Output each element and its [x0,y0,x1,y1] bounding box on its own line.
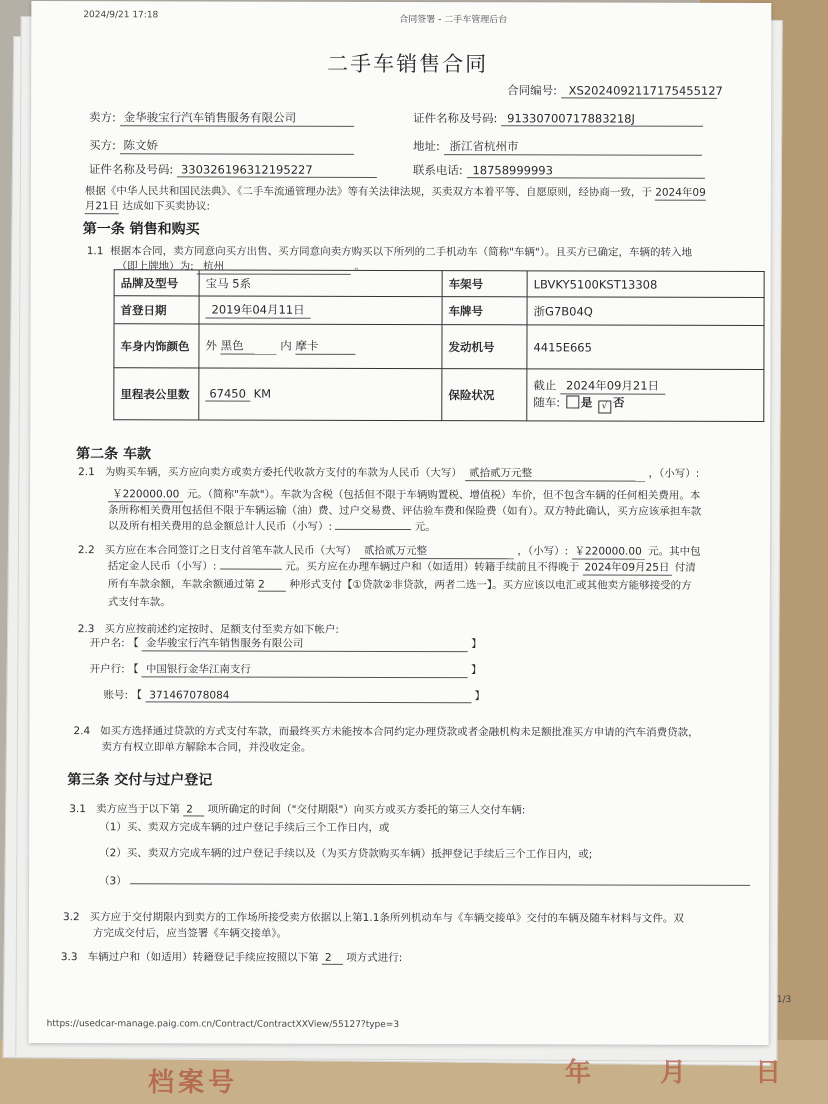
clause-2-1-line1 [78,464,699,482]
mileage-cell [199,368,442,421]
print-site-title: 合同签署 - 二手车管理后台 [399,14,508,26]
payment-deadline: 2024年09月25日 [582,559,671,575]
insurance-until-row [533,377,757,395]
clause-text: 买方应按前述约定按时、足额支付至卖方如下帐户: [104,623,340,636]
seller-name: 金华骏宝行汽车销售服务有限公司 [120,109,354,127]
ext-prefix: 外 [205,338,217,353]
engine-label: 发动机号 [442,325,527,369]
print-datetime: 2024/9/21 17:18 [83,10,159,21]
buyer-cert-row [89,161,377,178]
delivery-option-3 [99,873,750,890]
clause-3-1 [69,801,525,817]
clause-number: 2.3 [77,623,95,636]
address-label: 地址: [412,139,440,154]
buyer-name: 陈文娇 [119,137,353,155]
table-row [114,296,764,326]
yes-label: 是 [580,394,593,410]
price-amount: ￥220000.00 [108,486,183,502]
with-car-row [533,394,757,414]
yes-checkbox[interactable] [566,395,579,408]
seller-cert-label: 证件名称及号码: [413,111,498,126]
clause-number: 2.4 [73,725,91,738]
clause-text: 所有车款余额，车款余额通过第 [107,578,255,591]
bracket-left: 【 [127,663,139,676]
clause-text: ，（小写）: [517,545,569,558]
clause-text: 括定金人民币（小写）: [107,560,217,573]
seller-row [89,109,354,127]
clause-text: 根据本合同，卖方同意向买方出售、买方同意向卖方购买以下所列的二手机动车（简称"车辆"）。且买方已确定，车辆的转入地 [110,245,693,259]
clause-text: 元。其中包 [648,545,701,558]
clause-2-1-line4 [108,518,436,534]
no-label: 否 [612,395,625,410]
clause-text: 如买方选择通过贷款的方式支付车款，而最终买方未能按本合同约定办理贷款或者金融机构未足额批准买方申请的汽车消费贷款， [100,725,699,739]
bank-label: 开户行: [89,663,125,676]
clause-text: ，（小写）: [648,467,700,480]
account-name-label: 开户名: [89,637,125,650]
color-cell [199,324,442,369]
clause-2-2-line1 [78,542,701,560]
total-amount-blank [335,529,411,530]
delivery-option-2: （2）买、卖双方完成车辆的过户登记手续以及（为买方贷款购买车辆）抵押登记手续后三个工作日内，或; [99,847,593,861]
first-payment-in-words: 贰拾贰万元整 [360,543,514,559]
insurance-cell [527,369,764,422]
contract-no: XS20240921171754551​27 [561,83,717,98]
clause-text: （即上牌地）为: [116,260,194,273]
clause-number: 2.1 [78,466,95,479]
clause-number: 3.2 [62,911,80,924]
clause-2-1-line3: 条所称相关费用包括但不限于车辆运输（油）费、过户交易费、评估验车费和保险费（如有）。双方特此确认，买方应该承担车款 [108,504,702,518]
bracket-right: 】 [474,690,486,703]
buyer-cert: 330326196312195227 [177,162,377,178]
mileage-label: 里程表公里数 [114,368,199,420]
bank-name: 中国银行金华江南支行 [142,661,468,678]
preamble-line-2 [85,198,210,214]
transfer-option-number: 2 [322,952,343,965]
preamble-date-part2: 月21日 [84,200,120,213]
clause-text: 卖方应当于以下第 [95,803,180,816]
with-car-label: 随车: [533,394,561,409]
mileage-value: 67450 [205,386,250,401]
clause-text: 。 [354,260,365,273]
mileage-unit: KM [253,386,272,401]
page-title: 二手车销售合同 [327,51,489,77]
registration-city: 杭州 [197,258,351,274]
interior-color: 摩卡 [295,338,355,355]
buyer-label: 买方: [88,138,116,153]
brand-label: 品牌及型号 [114,270,199,296]
page-number: 1/3 [776,994,792,1006]
archive-number-stamp: 档案号 [148,1068,239,1098]
insurance-until-date: 2024年09月21日 [560,377,665,394]
account-no-row [104,687,486,703]
buyer-row [89,137,354,155]
first-payment-amount: ￥220000.00 [571,543,644,559]
reg-date-label: 首登日期 [114,296,199,324]
section-1-heading: 第一条 销售和购买 [82,221,200,238]
account-name: 金华骏宝行汽车销售服务有限公司 [142,635,468,652]
clause-number: 3.1 [69,803,86,816]
clause-text: 车辆过户和（如适用）转籍登记手续应按照以下第 [87,951,319,964]
table-row [114,270,764,298]
clause-2-4-line2: 卖方有权立即单方解除本合同，并没收定金。 [101,741,312,754]
section-2-heading: 第二条 车款 [76,446,152,463]
account-number: 371467078084 [145,689,471,703]
clause-2-1-line2 [108,486,700,504]
brand-value: 宝马 5系 [199,270,442,297]
seller-cert-row [413,110,703,127]
clause-text: 付清 [674,561,696,574]
address-row [413,138,702,156]
bracket-right: 】 [471,664,482,677]
table-row [114,324,764,370]
account-name-row [90,635,482,652]
insurance-label: 保险状况 [442,369,527,421]
vin-value: LBVKY5100KST13308 [527,271,764,298]
option-label: （3） [99,875,127,888]
buyer-phone: 18758999993 [466,163,704,179]
price-in-words: 贰拾贰万元整 [465,465,645,481]
seller-cert: 91330700717883218J [501,111,703,127]
delivery-option-1: （1）买、卖双方完成车辆的过户登记手续后三个工作日内，或 [99,821,390,834]
clause-text: 元。 [414,521,436,534]
reg-date-cell [199,296,442,325]
clause-3-2-line1 [63,909,684,926]
preamble-text: 根据《中华人民共和国民法典》、《二手车流通管理办法》等有关法律法规，买卖双方本着平等、自愿原则，经协商一致，于 [84,185,652,199]
engine-value: 4415E665 [527,325,764,370]
clause-3-2-line2: 方完成交付后，应当签署《车辆交接单》。 [92,927,288,940]
preamble-date-part1: 2024年09 [655,186,706,199]
buyer-cert-label: 证件名称及号码: [88,162,174,177]
vin-label: 车架号 [442,271,527,297]
exterior-color: 黑色 [221,338,277,355]
clause-number: 3.3 [60,951,78,964]
vehicle-info-table [113,269,764,422]
clause-1-1 [87,243,692,260]
phone-label: 联系电话: [412,163,463,178]
contract-no-label: 合同编号: [507,83,558,98]
plate-value: 浙G7B04Q [527,297,764,326]
contract-page [29,1,792,1045]
clause-2-2-line4: 式支付车款。 [107,596,171,609]
clause-number: 1.1 [86,245,104,258]
clause-number: 2.2 [77,544,95,557]
clause-text: 元。买方应在办理车辆过户和（如适用）转籍手续前且不得晚于 [285,560,580,574]
clause-text: 项方式进行: [346,951,403,965]
plate-label: 车牌号 [442,297,527,325]
bracket-left: 【 [131,689,142,702]
bracket-right: 】 [471,638,482,651]
deposit-blank [220,569,282,570]
archive-date-stamp: 年 月 日 [565,1058,812,1088]
account-no-label: 账号: [103,689,129,702]
clause-text: 以及所有相关费用的总金额总计人民币（小写）: [107,520,333,533]
payment-method: 2 [258,579,286,592]
table-row [114,368,764,422]
clause-text: 种形式支付【①贷款②非贷款，两者二选一】。买方应该以电汇或其他卖方能够接受的方 [289,578,692,592]
clause-2-2-line2 [108,558,696,576]
option-3-blank [130,883,750,886]
clause-text: 元。（简称"车款"）。车款为含税（包括但不限于车辆购置税、增值税）车价，但不包含车辆的任何相关费用。本 [186,488,701,502]
no-checkbox[interactable]: √ [598,400,611,413]
reg-date-value: 2019年04月11日 [206,301,311,318]
clause-text: 为购买车辆，买方应向卖方或卖方委托代收款方支付的车款为人民币（大写） [104,466,462,480]
clause-text: 买方应于交付期限内到卖方的工作场所接受卖方依据以上第1.1条所列机动车与《车辆交接单》交付的车辆及随车材料与文件。双 [89,911,684,925]
clause-3-3 [61,949,402,965]
seller-label: 卖方: [89,110,116,125]
delivery-option-number: 2 [183,803,204,816]
footer-url: https://usedcar-manage.paig.com.cn/Contract/ContractXXView/55127?type=3 [46,1019,400,1030]
clause-text: 项所确定的时间（"交付期限"）向买方或买方委托的第三人交付车辆: [207,803,526,817]
int-prefix: 内 [280,338,292,353]
bracket-left: 【 [128,637,139,650]
color-label: 车身内饰颜色 [114,324,199,368]
section-3-heading: 第三条 交付与过户登记 [67,772,213,789]
insurance-until-prefix: 截止 [533,377,557,392]
buyer-address: 浙江省杭州市 [443,138,701,156]
clause-text: 买方应在本合同签订之日支付首笔车款人民币（大写） [104,544,357,557]
phone-row [413,162,705,179]
bank-row [90,661,482,678]
preamble-text-2: 达成如下买卖协议: [122,200,211,213]
clause-2-4-line1 [73,723,698,740]
clause-2-2-line3 [108,576,692,593]
contract-no-row [507,82,723,99]
